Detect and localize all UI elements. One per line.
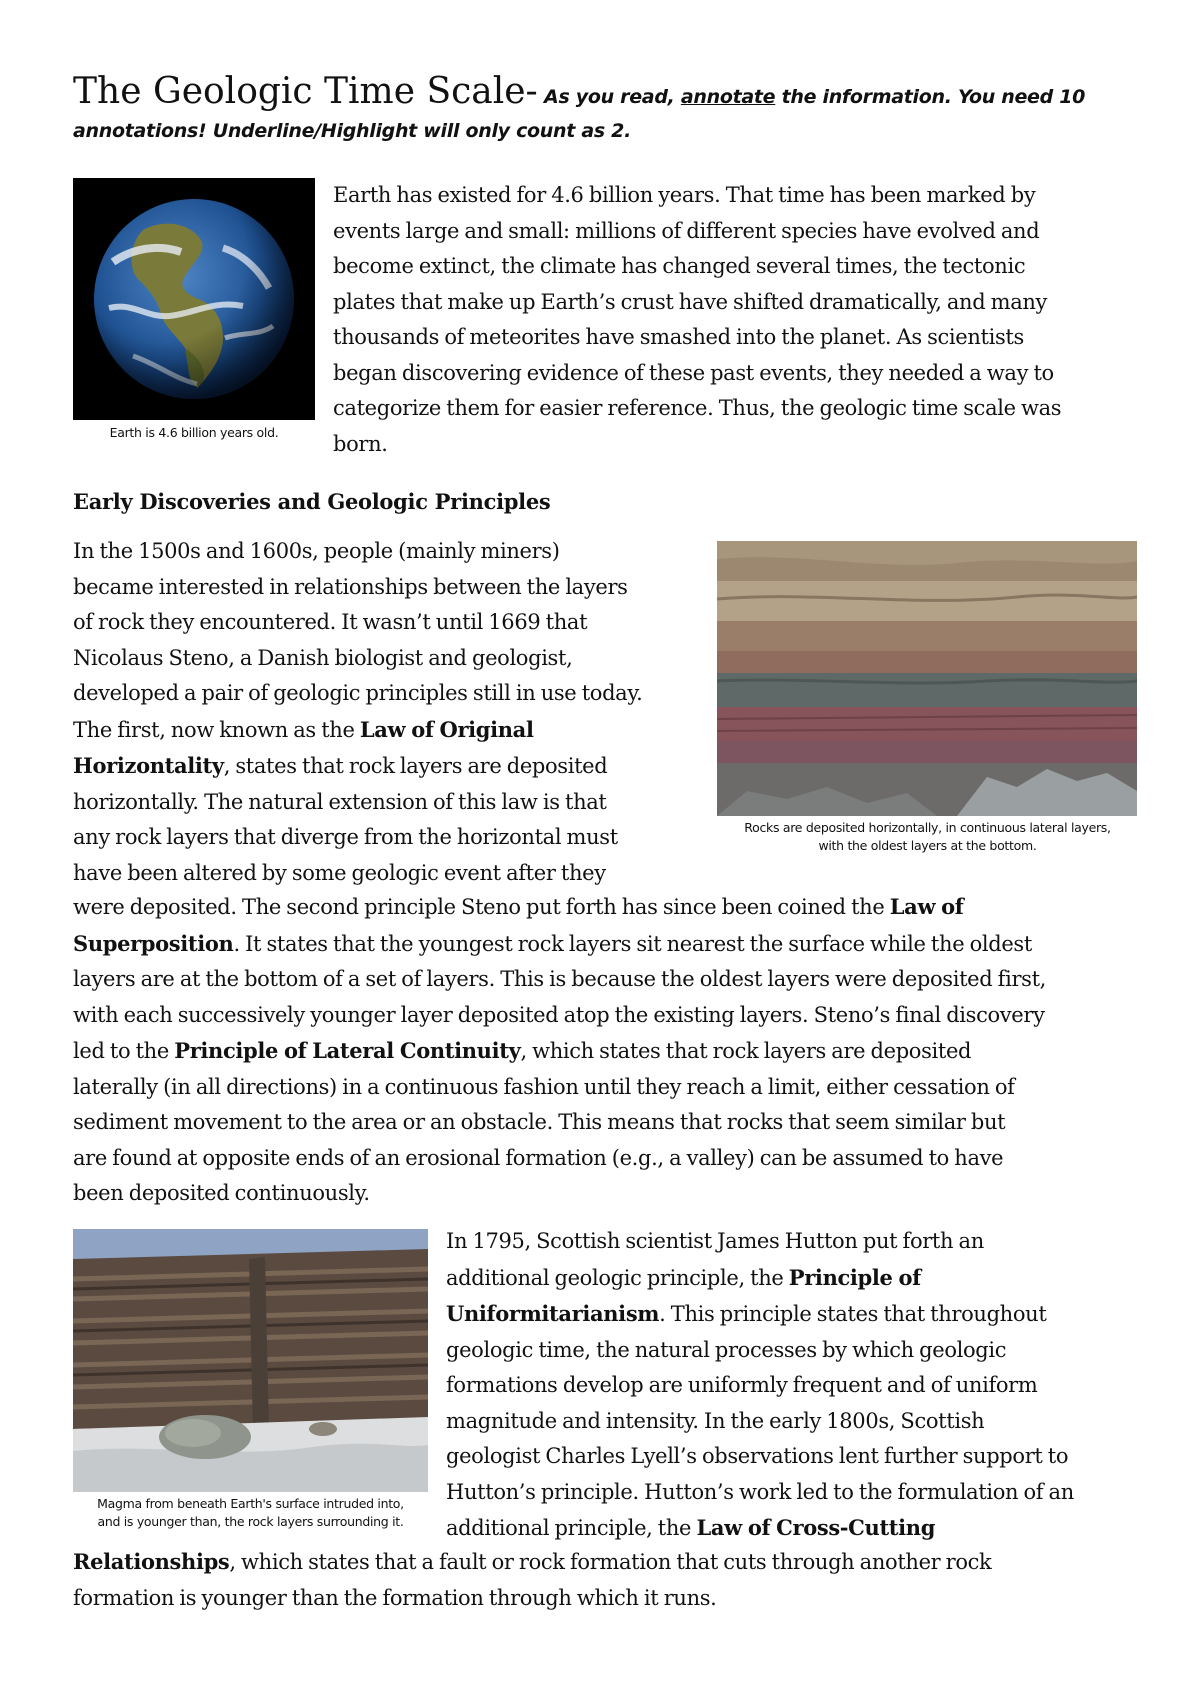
- earth-photo: [73, 178, 315, 420]
- caption-line: with the oldest layers at the bottom.: [818, 838, 1037, 853]
- intro-line: Earth has existed for 4.6 billion years. That time has been marked by: [333, 183, 1036, 207]
- intro-line: events large and small: millions of different species have evolved and: [333, 218, 1040, 243]
- caption-line: Magma from beneath Earth's surface intruded into,: [97, 1496, 404, 1511]
- paragraph-line: became interested in relationships between the layers: [73, 574, 628, 599]
- text-run: . This principle states that throughout: [659, 1302, 1047, 1326]
- paragraph-line: [446, 1510, 1166, 1547]
- text-run: led to the: [73, 1039, 175, 1063]
- paragraph-line: [446, 1260, 1166, 1297]
- paragraph-line: [73, 1544, 1163, 1581]
- term-lateral-continuity: Principle of Lateral Continuity: [174, 1038, 521, 1063]
- paragraph-line: [73, 889, 1163, 926]
- paragraph-line: In 1795, Scottish scientist James Hutton put forth an: [446, 1229, 984, 1253]
- term-principle-of: Principle of: [788, 1264, 921, 1290]
- text-run: The first, now known as the: [73, 717, 360, 742]
- paragraph-line: have been altered by some geologic event after they: [73, 860, 606, 885]
- paragraph-line: geologist Charles Lyell’s observations lent further support to: [446, 1444, 1069, 1468]
- paragraph-line: any rock layers that diverge from the horizontal must: [73, 825, 618, 849]
- paragraph-line: formations develop are uniformly frequent and of uniform: [446, 1373, 1038, 1397]
- intro-line: thousands of meteorites have smashed into the planet. As scientists: [333, 325, 1024, 349]
- title-note-text-end: the information. You need 10: [775, 86, 1086, 108]
- earth-photo-caption: Earth is 4.6 billion years old.: [109, 425, 279, 440]
- caption-line: Rocks are deposited horizontally, in continuous lateral layers,: [744, 820, 1111, 835]
- title-main: The Geologic Time Scale-: [73, 71, 538, 112]
- intro-line: categorize them for easier reference. Thus, the geologic time scale was: [333, 396, 1062, 420]
- rock-layers-photo-icon: [717, 541, 1137, 816]
- term-superposition: Superposition: [73, 930, 234, 956]
- text-run: additional principle, the: [446, 1516, 697, 1540]
- paragraph-line: [73, 748, 713, 785]
- paragraph-line: laterally (in all directions) in a continuous fashion until they reach a limit, either cessation of: [73, 1074, 1015, 1099]
- magma-intrusion-photo: [73, 1229, 428, 1492]
- paragraph-line: Hutton’s principle. Hutton’s work led to the formulation of an: [446, 1479, 1074, 1504]
- section-heading: Early Discoveries and Geologic Principles: [73, 489, 551, 514]
- paragraph-line: are found at opposite ends of an erosional formation (e.g., a valley) can be assumed to have: [73, 1145, 1004, 1170]
- intro-line: born.: [333, 431, 388, 456]
- term-law-of: Law of: [889, 894, 964, 919]
- paragraph-line: with each successively younger layer deposited atop the existing layers. Steno’s final discovery: [73, 1002, 1045, 1027]
- text-run: . It states that the youngest rock layers sit nearest the surface while the oldest: [233, 931, 1032, 956]
- intro-line: began discovering evidence of these past events, they needed a way to: [333, 360, 1054, 385]
- title-instruction-line2: annotations! Underline/Highlight will only count as 2.: [73, 120, 632, 142]
- earth-photo-icon: [73, 178, 315, 420]
- hutton-paragraph-wide: [73, 1544, 1163, 1616]
- intro-line: plates that make up Earth’s crust have shifted dramatically, and many: [333, 289, 1048, 314]
- paragraph-line: sediment movement to the area or an obstacle. This means that rocks that seem similar but: [73, 1110, 1006, 1134]
- title-note-underlined: annotate: [680, 86, 776, 108]
- intro-paragraph: [333, 178, 1163, 462]
- steno-paragraph-narrow: [73, 534, 713, 891]
- magma-intrusion-photo-icon: [73, 1229, 428, 1492]
- text-run: additional geologic principle, the: [446, 1265, 789, 1290]
- caption-line: and is younger than, the rock layers surrounding it.: [97, 1514, 404, 1529]
- title-instruction: [538, 86, 1085, 108]
- title-note-text: As you read,: [537, 86, 681, 108]
- text-run: , which states that a fault or rock formation that cuts through another rock: [229, 1550, 992, 1574]
- steno-paragraph-wide: [73, 889, 1163, 1212]
- term-law-original-horizontality: Law of Original: [359, 716, 534, 742]
- text-run: , states that rock layers are deposited: [223, 754, 608, 778]
- rock-layers-photo: [717, 541, 1137, 816]
- paragraph-line: formation is younger than the formation through which it runs.: [73, 1585, 717, 1610]
- paragraph-line: horizontally. The natural extension of this law is that: [73, 789, 607, 814]
- intro-line: become extinct, the climate has changed several times, the tectonic: [333, 254, 1026, 278]
- hutton-paragraph-narrow: [446, 1224, 1166, 1547]
- paragraph-line: In the 1500s and 1600s, people (mainly miners): [73, 539, 560, 563]
- paragraph-line: geologic time, the natural processes by which geologic: [446, 1337, 1007, 1362]
- page-title: [73, 72, 1133, 117]
- paragraph-line: [73, 712, 713, 749]
- term-uniformitarianism: Uniformitarianism: [446, 1301, 660, 1326]
- term-relationships: Relationships: [73, 1549, 230, 1574]
- text-run: , which states that rock layers are deposited: [520, 1039, 972, 1063]
- rock-layers-caption: [705, 819, 1150, 855]
- paragraph-line: magnitude and intensity. In the early 1800s, Scottish: [446, 1408, 985, 1433]
- paragraph-line: been deposited continuously.: [73, 1181, 370, 1205]
- magma-intrusion-caption: [68, 1495, 433, 1531]
- text-run: were deposited. The second principle Steno put forth has since been coined the: [73, 895, 890, 919]
- paragraph-line: [73, 1033, 1163, 1070]
- paragraph-line: [73, 926, 1163, 963]
- paragraph-line: [446, 1296, 1166, 1333]
- term-horizontality: Horizontality: [73, 753, 224, 778]
- paragraph-line: of rock they encountered. It wasn’t until 1669 that: [73, 610, 588, 634]
- paragraph-line: developed a pair of geologic principles still in use today.: [73, 681, 643, 705]
- paragraph-line: Nicolaus Steno, a Danish biologist and geologist,: [73, 645, 573, 670]
- term-law-cross-cutting: Law of Cross-Cutting: [696, 1515, 936, 1540]
- paragraph-line: layers are at the bottom of a set of layers. This is because the oldest layers were deposited first,: [73, 967, 1046, 991]
